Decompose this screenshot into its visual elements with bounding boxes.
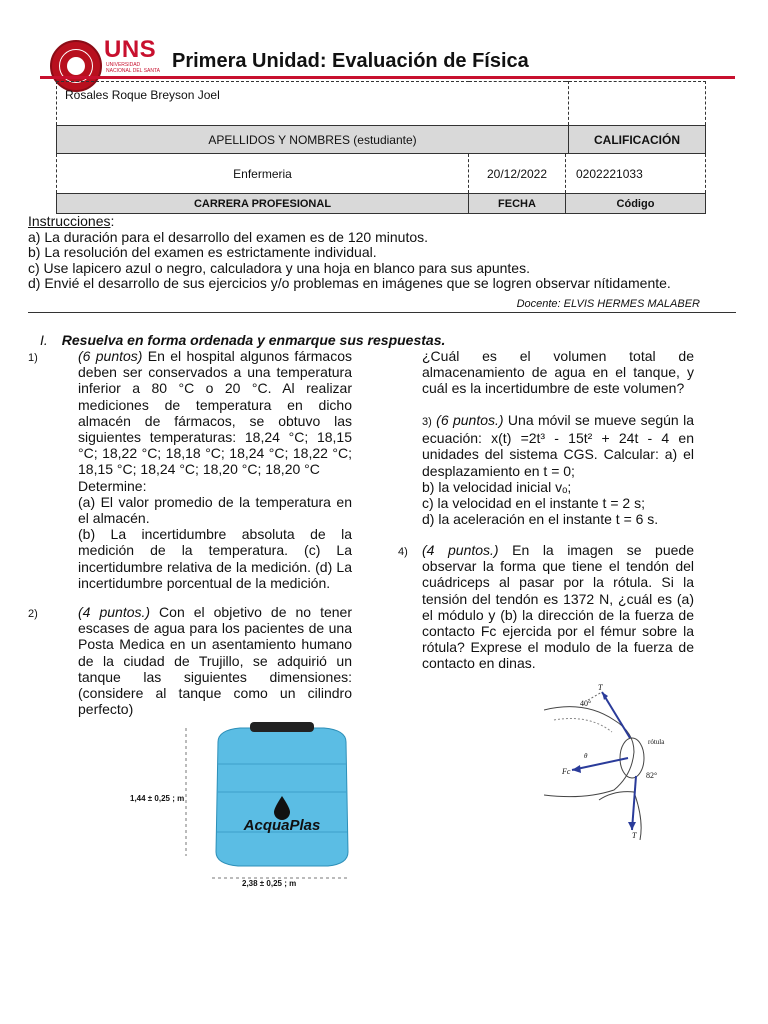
tank-height-label: 1,44 ± 0,25 ; m <box>130 794 185 803</box>
header-divider <box>40 76 735 79</box>
question-1: (6 puntos) En el hospital algunos fármacos deben ser conservados a una temperatura inferior a 80 °C o 20 °C. Al realizar mediciones de temperatura en dicho almacén de fármacos, se obtuvo las siguientes temperaturas: 18,24 °C; 18,15 °C; 18,22 °C; 18,18 °C; 18,24 °C; 18,22 °C; 18,15 °C; 18,24 °C; 18,20 °C; 18,20 °C Determine: (a) El valor promedio de la temperatura en el almacén. (b) La incertidumbre absoluta de la medición de la temperatura. (c) La incertidumbre relativa de la medición. (d) La incertidumbre porcentual de la medición. <box>78 348 352 591</box>
fig-angle-40: 40° <box>580 699 592 708</box>
instruction-item: a) La duración para el desarrollo del examen es de 120 minutos. <box>28 228 429 245</box>
date-value: 20/12/2022 <box>469 154 566 194</box>
logo-text: UNS <box>104 36 157 63</box>
instruction-item: d) Envié el desarrollo de sus ejercicios y/o problemas en imágenes que se logren observar nítidamente. <box>28 275 671 291</box>
fig-angle-82: 82° <box>646 771 658 780</box>
fig-theta-label: θ <box>584 752 588 760</box>
student-name: Rosales Roque Breyson Joel <box>57 82 569 126</box>
section-number: I. <box>40 332 48 348</box>
question-3: 3) (6 puntos.) Una móvil se mueve según la ecuación: x(t) =2t³ - 15t² + 24t - 4 en unidades del sistema CGS. Calcular: a) el desplazamiento en t = 0; b) la velocidad inicial vₒ; c) la velocidad en el instante t = 2 s; d) la aceleración en el instante t = 6 s. <box>422 412 694 528</box>
fig-T-bottom: T <box>632 831 637 840</box>
tank-brand: AcquaPlas <box>243 817 321 834</box>
page-title: Primera Unidad: Evaluación de Física <box>172 50 529 72</box>
date-label: FECHA <box>469 194 566 214</box>
instructions: Instrucciones: a) La duración para el desarrollo del examen es de 120 minutos. b) La resolución del examen es estrictamente individual. c) Use lapicero azul o negro, calculadora y una hoja en blanco para sus apuntes. d) Envié el desarrollo de sus ejercicios y/o problemas en imágenes que se logren observar nítidamente. <box>28 214 738 292</box>
docente: Docente: ELVIS HERMES MALABER <box>516 298 700 310</box>
grade-label: CALIFICACIÓN <box>569 126 706 154</box>
code-value: 0202221033 <box>566 154 706 194</box>
q3-number: 3) <box>422 416 432 428</box>
instruction-item: c) Use lapicero azul o negro, calculadora y una hoja en blanco para sus apuntes. <box>28 259 530 276</box>
logo-subtitle: UNIVERSIDAD NACIONAL DEL SANTA <box>106 62 160 74</box>
fig-Fc-label: Fc <box>562 767 571 776</box>
q4-number: 4) <box>398 546 408 558</box>
q2-number: 2) <box>28 608 38 620</box>
divider <box>28 312 736 313</box>
career-value: Enfermeria <box>57 154 469 194</box>
knee-tendon-figure <box>544 680 694 840</box>
instruction-item: b) La resolución del examen es estrictamente individual. <box>28 244 377 260</box>
q1-number: 1) <box>28 352 38 364</box>
student-info-table <box>56 81 706 214</box>
question-2-continued: ¿Cuál es el volumen total de almacenamiento de agua en el tanque, y cuál es la incertidumbre de este volumen? <box>422 348 694 397</box>
name-label: APELLIDOS Y NOMBRES (estudiante) <box>57 126 569 154</box>
career-label: CARRERA PROFESIONAL <box>57 194 469 214</box>
fig-rotula-label: rótula <box>648 738 665 746</box>
question-2: (4 puntos.) Con el objetivo de no tener escases de agua para los pacientes de una Posta Medica en un asentamiento humano de la ciudad de Trujillo, se adquirió un tanque las siguientes dimensiones: (considere al tanque como un cilindro perfecto) <box>78 604 352 718</box>
fig-T-top: T <box>598 683 603 692</box>
grade-value <box>569 82 706 126</box>
instructions-heading: Instrucciones <box>28 213 111 229</box>
section-title: I. Resuelva en forma ordenada y enmarque sus respuestas. <box>40 332 446 348</box>
water-tank-figure <box>128 722 358 890</box>
code-label: Código <box>566 194 706 214</box>
question-4: (4 puntos.) En la imagen se puede observar la forma que tiene el tendón del cuádriceps al pasar por la rótula. Si la tensión del tendón es 1372 N, ¿cuál es (a) el módulo y (b) la dirección de la fuerza de contacto Fc ejercida por el fémur sobre la rótula? Exprese el modulo de la fuerza de contacto en dinas. <box>422 542 694 672</box>
tank-width-label: 2,38 ± 0,25 ; m <box>242 879 297 888</box>
